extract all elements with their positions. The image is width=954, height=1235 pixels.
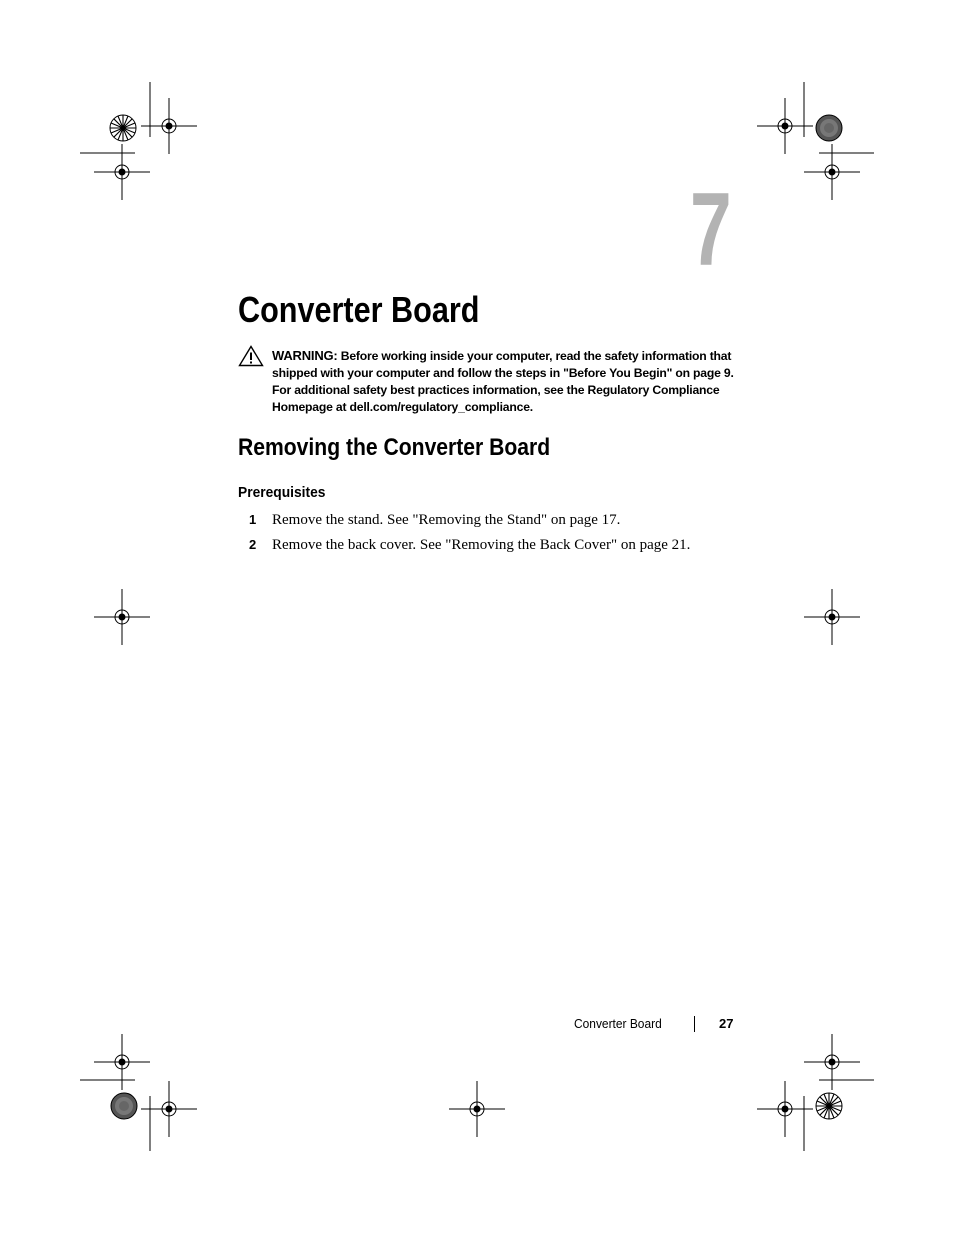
list-item xyxy=(249,537,690,553)
page-number: 27 xyxy=(719,1016,734,1031)
step-number: 2 xyxy=(249,537,257,552)
chapter-title: Converter Board xyxy=(238,289,480,330)
footer-chapter-title: Converter Board xyxy=(574,1016,662,1031)
warning-text: Before working inside your computer, read the safety information that shipped with your computer and follow the steps in "Before You Begin" on page 9. For additional safety best practices information, see the Regulatory Compliance Homepage at dell.com/regulatory_compliance. xyxy=(272,349,734,414)
section-heading: Removing the Converter Board xyxy=(238,434,551,461)
warning-label: WARNING: xyxy=(272,348,338,363)
chapter-number: 7 xyxy=(690,172,732,288)
step-text: Remove the stand. See "Removing the Stand" on page 17. xyxy=(272,512,621,528)
footer-divider xyxy=(694,1016,695,1032)
list-item xyxy=(249,512,620,528)
step-text: Remove the back cover. See "Removing the Back Cover" on page 21. xyxy=(272,537,691,553)
warning-triangle-icon xyxy=(238,345,264,367)
step-number: 1 xyxy=(249,512,257,527)
subsection-heading: Prerequisites xyxy=(238,484,326,501)
warning-note xyxy=(272,347,742,416)
